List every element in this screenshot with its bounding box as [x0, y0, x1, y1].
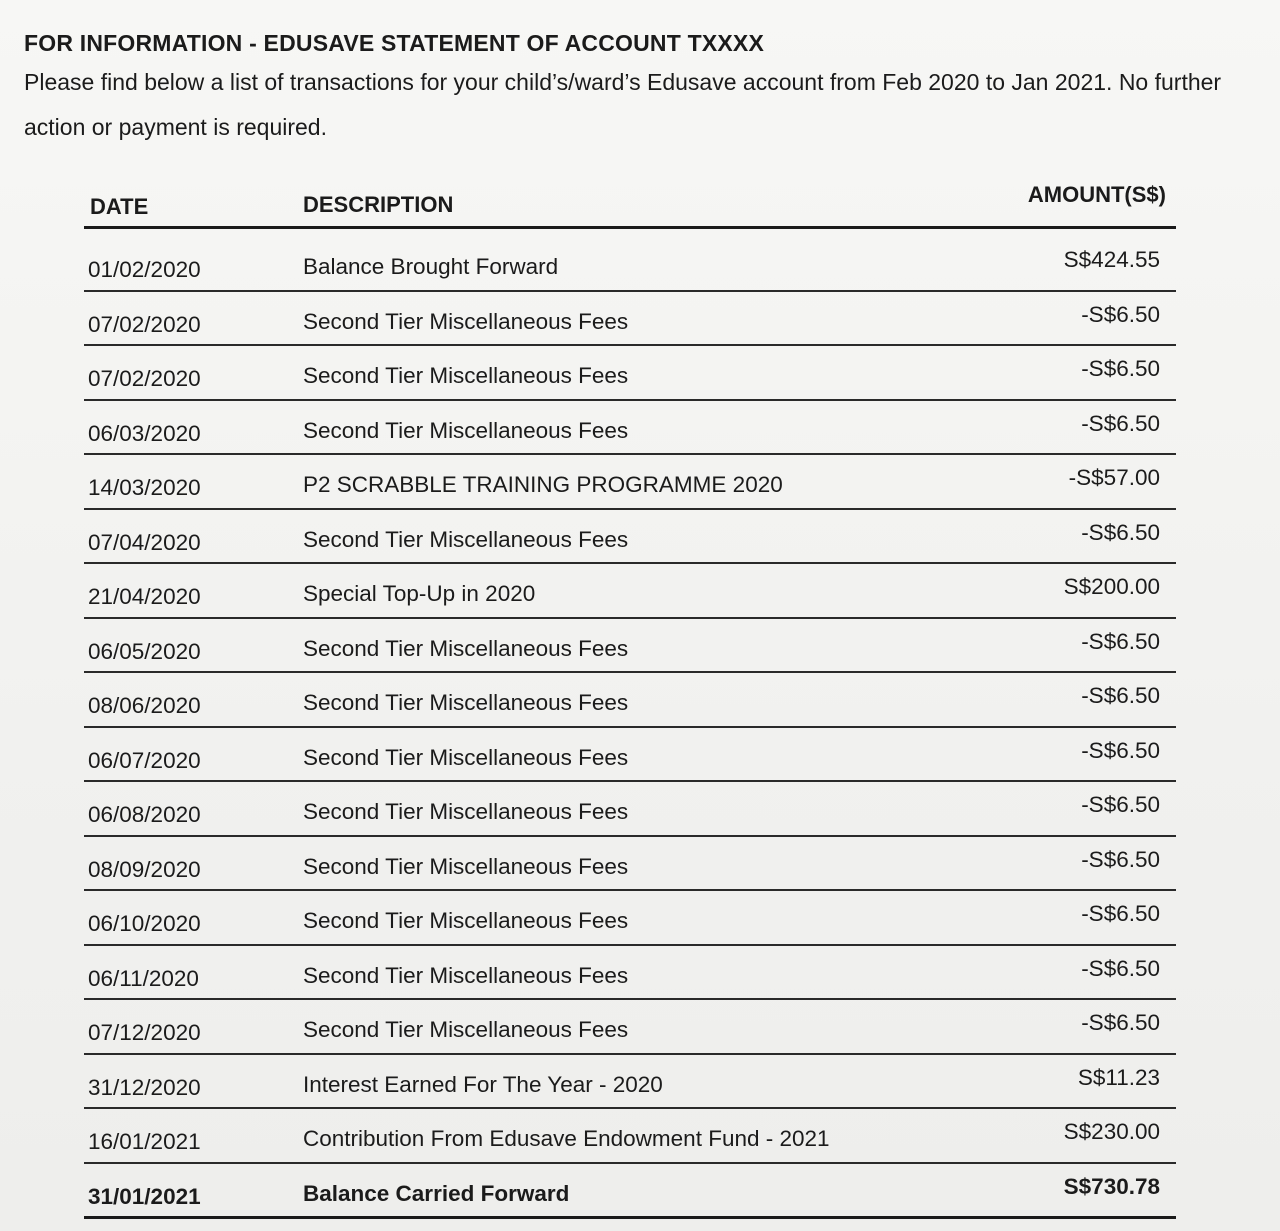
transactions-table [84, 168, 1176, 1219]
row-description: Second Tier Miscellaneous Fees [303, 417, 629, 443]
row-description: Second Tier Miscellaneous Fees [303, 308, 629, 334]
row-description: Second Tier Miscellaneous Fees [303, 363, 629, 388]
row-description: Special Top-Up in 2020 [303, 581, 536, 606]
table-row [84, 237, 1176, 292]
row-date: 14/03/2020 [88, 475, 201, 500]
table-row [84, 510, 1176, 565]
row-amount: -S$6.50 [1081, 792, 1160, 817]
row-date: 06/05/2020 [88, 638, 201, 664]
table-row [84, 673, 1176, 728]
row-amount: S$11.23 [1077, 1064, 1160, 1090]
row-date: 07/12/2020 [88, 1020, 201, 1045]
table-row [84, 346, 1176, 401]
row-date: 16/01/2021 [88, 1129, 201, 1154]
row-amount: -S$6.50 [1081, 519, 1160, 545]
row-description: Second Tier Miscellaneous Fees [303, 799, 629, 824]
row-amount: -S$6.50 [1081, 410, 1160, 436]
row-description: P2 SCRABBLE TRAINING PROGRAMME 2020 [303, 472, 783, 497]
final-amount: S$730.78 [1063, 1173, 1160, 1199]
row-date: 06/07/2020 [88, 747, 201, 773]
table-row [84, 1000, 1176, 1055]
final-balance-row [84, 1164, 1176, 1220]
table-row [84, 782, 1176, 837]
row-date: 07/04/2020 [88, 529, 201, 555]
table-header [84, 168, 1176, 229]
table-row [84, 401, 1176, 456]
header-description: DESCRIPTION [303, 192, 454, 217]
table-body [84, 237, 1176, 1219]
row-description: Second Tier Miscellaneous Fees [303, 744, 629, 770]
header-amount: AMOUNT(S$) [1027, 182, 1166, 207]
row-date: 08/06/2020 [88, 693, 201, 718]
row-amount: S$230.00 [1063, 1119, 1160, 1144]
row-description: Second Tier Miscellaneous Fees [303, 853, 629, 879]
row-description: Second Tier Miscellaneous Fees [303, 908, 629, 933]
table-row [84, 946, 1176, 1001]
statement-intro: Please find below a list of transactions for your child’s/ward’s Edusave account from Feb 2020 to Jan 2021. No further action or payment is required. [24, 69, 1222, 140]
final-description: Balance Carried Forward [303, 1180, 570, 1206]
table-row [84, 891, 1176, 946]
row-date: 07/02/2020 [88, 366, 201, 391]
row-amount: S$424.55 [1063, 247, 1160, 272]
final-date: 31/01/2021 [88, 1183, 201, 1209]
row-description: Second Tier Miscellaneous Fees [303, 526, 629, 552]
row-description: Second Tier Miscellaneous Fees [303, 962, 629, 988]
row-amount: -S$6.50 [1081, 356, 1160, 381]
table-row [84, 1109, 1176, 1164]
row-date: 31/12/2020 [88, 1074, 201, 1100]
table-row [84, 728, 1176, 783]
row-description: Balance Brought Forward [303, 254, 559, 279]
row-description: Second Tier Miscellaneous Fees [303, 1017, 629, 1042]
row-amount: S$200.00 [1063, 574, 1160, 599]
row-description: Interest Earned For The Year - 2020 [303, 1071, 663, 1097]
row-amount: -S$6.50 [1081, 955, 1160, 981]
row-amount: -S$6.50 [1081, 846, 1160, 872]
table-row [84, 619, 1176, 674]
row-amount: -S$6.50 [1081, 683, 1160, 708]
row-description: Second Tier Miscellaneous Fees [303, 690, 629, 715]
row-description: Second Tier Miscellaneous Fees [303, 635, 629, 661]
row-date: 06/03/2020 [88, 420, 201, 446]
statement-heading: FOR INFORMATION - EDUSAVE STATEMENT OF ACCOUNT TXXXX [24, 30, 764, 56]
row-amount: -S$6.50 [1081, 301, 1160, 327]
row-date: 06/08/2020 [88, 802, 201, 827]
row-amount: -S$6.50 [1081, 901, 1160, 926]
table-row [84, 292, 1176, 347]
row-date: 06/11/2020 [88, 965, 199, 991]
row-date: 06/10/2020 [88, 911, 201, 936]
table-row [84, 455, 1176, 510]
header-date: DATE [90, 194, 149, 219]
row-description: Contribution From Edusave Endowment Fund - 2021 [303, 1126, 830, 1151]
row-date: 01/02/2020 [88, 257, 201, 282]
row-date: 07/02/2020 [88, 311, 201, 337]
table-row [84, 564, 1176, 619]
row-date: 21/04/2020 [88, 584, 201, 609]
row-amount: -S$6.50 [1081, 628, 1160, 654]
table-row [84, 1055, 1176, 1110]
table-row [84, 837, 1176, 892]
row-amount: -S$6.50 [1081, 1010, 1160, 1035]
row-date: 08/09/2020 [88, 856, 201, 882]
row-amount: -S$6.50 [1081, 737, 1160, 763]
row-amount: -S$57.00 [1068, 465, 1160, 490]
